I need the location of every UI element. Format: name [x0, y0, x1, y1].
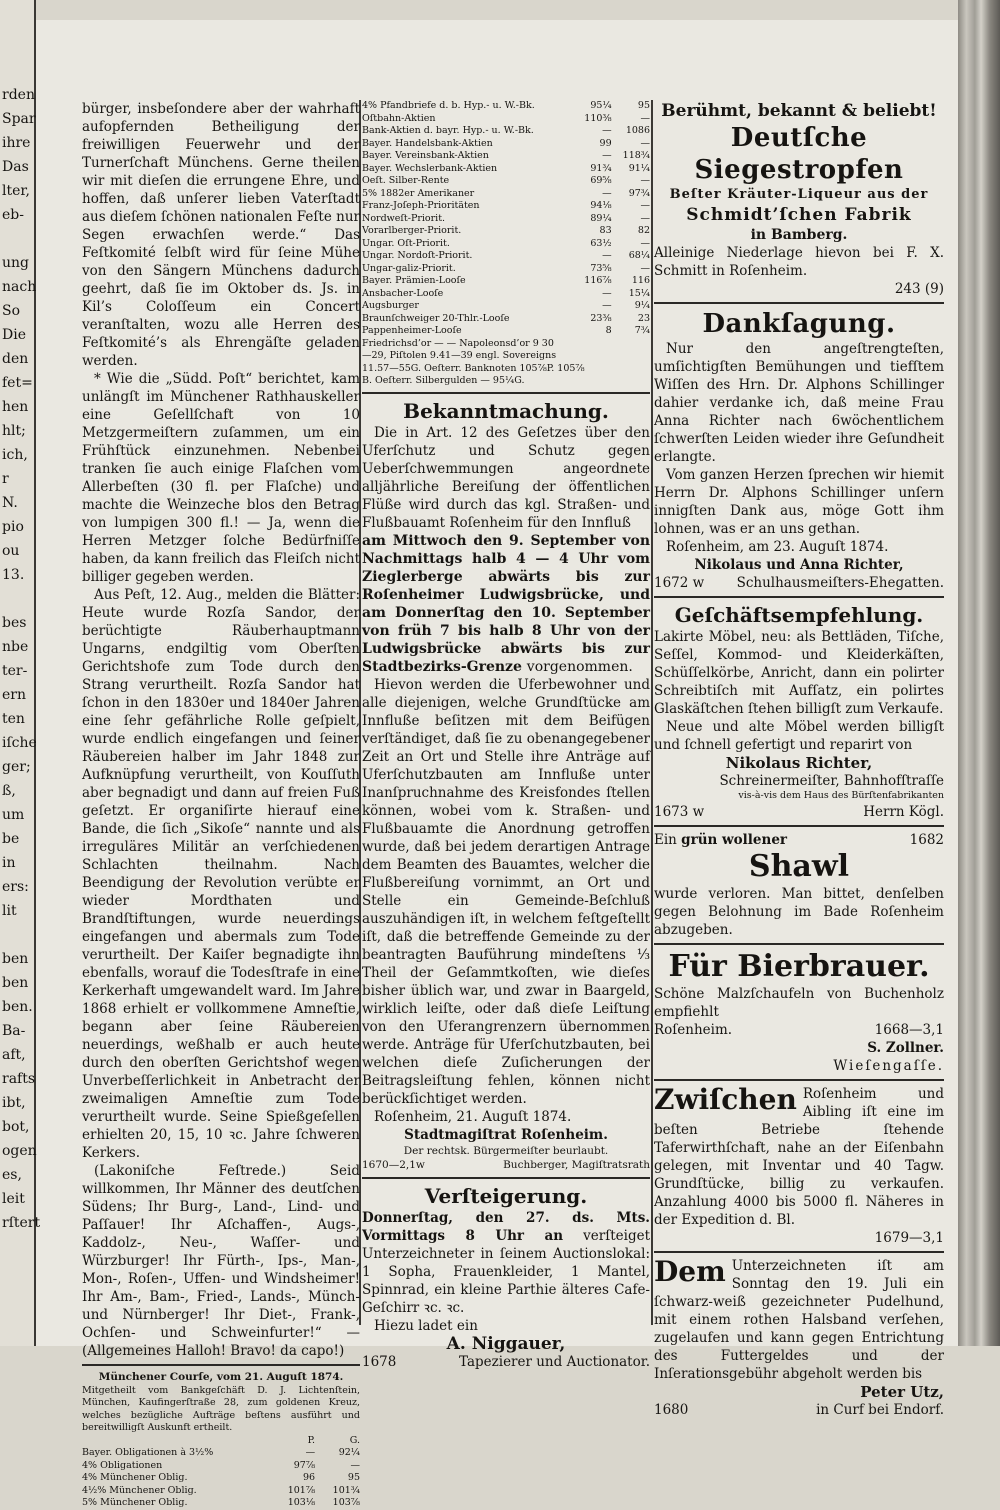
table-cell: Oſtbahn-Aktien — [362, 112, 436, 124]
table-row — [82, 1460, 360, 1473]
table-cell: — — [640, 200, 650, 211]
table-cell: — — [350, 1459, 360, 1471]
edge-fragment: bes — [2, 615, 27, 631]
table-row — [362, 200, 650, 213]
table-cell: 4% Obligationen — [82, 1459, 163, 1471]
ad-bierbrauer-title: Für Bierbrauer. — [668, 948, 930, 984]
table-cell: 15¼ — [628, 287, 650, 299]
edge-fragment: r — [2, 471, 9, 487]
notice-intro: Die in Art. 12 des Geſetzes über den Uferſchutz und Schutz gegen Ueberſchwemmungen angeordnete alljährliche Bereiſung der öffentlichen Flüße wird durch das kgl. Straßen- und Flußbauamt Roſenheim für den Innfluß — [362, 424, 650, 531]
ad-shawl-title: Shawl — [748, 848, 850, 884]
auction-invite: Hiezu ladet ein — [374, 1317, 478, 1334]
table-cell: 4½% Münchener Oblig. — [82, 1484, 197, 1496]
ad-bierbrauer-street: Wieſengaſſe. — [833, 1057, 944, 1074]
money-line: 11.57—55G. Oeſterr. Banknoten 105⅞P. 105⅞ — [362, 362, 585, 374]
table-cell: 83 — [599, 225, 612, 236]
previous-page-edge — [0, 0, 41, 1346]
course-header-row: P. G. — [307, 1434, 360, 1446]
ad-bierbrauer-name: S. Zollner. — [867, 1039, 944, 1056]
divider — [82, 1364, 360, 1366]
table-cell: 103⅞ — [332, 1497, 360, 1508]
ad-siegestropfen-sub3: in Bamberg. — [750, 227, 848, 243]
edge-fragment: ten — [2, 711, 25, 727]
notice-date: Roſenheim, 21. Auguſt 1874. — [374, 1108, 572, 1125]
table-row — [362, 113, 650, 126]
ad-dank-date: Roſenheim, am 23. Auguſt 1874. — [666, 539, 889, 555]
table-cell: Braunſchweiger 20-Thlr.-Looſe — [362, 312, 510, 324]
table-row — [362, 125, 650, 138]
edge-fragment: lit — [2, 903, 17, 919]
ad-siegestropfen-title: Deutſche Siegestropfen — [694, 123, 904, 185]
edge-fragment: aft, — [2, 1047, 26, 1063]
table-cell: 1086 — [625, 125, 650, 136]
table-cell: Ansbacher-Looſe — [362, 287, 444, 299]
ad-siegestropfen-text: Alleinige Niederlage hievon bei F. X. Schmitt in Roſenheim. — [654, 245, 944, 279]
table-cell: — — [305, 1447, 316, 1458]
table-cell: — — [602, 150, 612, 161]
ad-bierbrauer-row: Roſenheim. 1668—3,1 — [654, 1021, 944, 1038]
column-news — [82, 100, 360, 1508]
ad-siegestropfen-head: Berühmt, bekannt & beliebt! — [661, 101, 937, 121]
table-cell: Bayer. Handelsbank-Aktien — [362, 137, 493, 149]
auction-footer: 1678 Tapezierer und Auctionator. — [362, 1353, 650, 1370]
table-cell: 101¾ — [332, 1484, 360, 1496]
money-line: Friedrichsd’or — — Napoleonsd’or 9 30 — [362, 337, 554, 349]
table-row — [362, 238, 650, 251]
divider — [654, 943, 944, 945]
edge-fragment: nbe — [2, 639, 29, 655]
edge-fragment: lter, — [2, 183, 30, 199]
ad-geschaeft-job: Schreinermeiſter, Bahnhofſtraſſe — [719, 773, 944, 789]
table-cell: Nordweſt-Priorit. — [362, 212, 446, 224]
table-cell: Pappenheimer-Looſe — [362, 325, 462, 336]
table-cell: — — [602, 125, 612, 136]
table-cell: 97¾ — [628, 187, 650, 199]
table-cell: Ungar. Nordoſt-Priorit. — [362, 250, 473, 261]
edge-fragment: ogen — [2, 1143, 37, 1159]
edge-fragment: ung — [2, 255, 29, 271]
table-cell: 91¼ — [628, 162, 650, 174]
table-cell: 4% Pfandbriefe d. b. Hyp.- u. W.-Bk. — [362, 100, 535, 111]
notice-body: Hievon werden die Uferbewohner und alle diejenigen, welche Grundſtücke am Innfluße beſitzen mit dem Beifügen verſtändiget, daß ſie zu obenangegebener Zeit an Ort und Stelle ihre Anträge auf Uferſchutzbauten am Innfluße unter Inanſpruchnahme des Kreisfondes ſtellen können, wobei vom k. Straßen- und Flußbauamte die Anordnung getroffen wurde, daß bei jedem derartigen Antrage dem Beamten des Bauamtes, welcher die Flußbereiſung vornimmt, an Ort und Stelle ein Gemeinde-Beſchluß auszuhändigen iſt, in welchem feſtgeſtellt iſt, daß die betreffende Gemeinde zu der beantragten Bauführung mindeſtens ⅓ Theil der Geſammtkoſten, wie dieſes bisher üblich war, und zwar in Baargeld, wirklich leiſte, oder daß dieſe Leiſtung von den Uferangrenzern übernommen werde. Anträge für Uferſchutzbauten, bei welchen dieſe Zuſicherungen der Beitragsleiſtung fehlen, können nicht berückſichtiget werden. — [362, 676, 650, 1107]
table-cell: 96 — [302, 1472, 316, 1483]
table-cell: 91¾ — [590, 162, 612, 174]
edge-fragment: bot, — [2, 1119, 30, 1135]
column-divider — [651, 100, 653, 1325]
table-cell: — — [640, 137, 650, 149]
ad-pudel-name: Peter Utz, — [860, 1382, 944, 1401]
table-cell: 7¾ — [634, 325, 650, 336]
edge-fragment: ger; — [2, 759, 31, 775]
table-cell: Ungar-galiz-Priorit. — [362, 262, 456, 274]
table-row — [362, 213, 650, 226]
edge-fragment: in — [2, 855, 16, 871]
notice-footer: 1670—2,1w Buchberger, Magiſtratsrath — [362, 1159, 650, 1171]
edge-fragment: leit — [2, 1191, 25, 1207]
divider — [362, 392, 650, 394]
table-row — [362, 300, 650, 313]
edge-fragment: So — [2, 303, 21, 319]
edge-fragment: ern — [2, 687, 26, 703]
table-cell: Bayer. Vereinsbank-Aktien — [362, 150, 489, 161]
ad-zwischen-num: 1679—3,1 — [874, 1229, 944, 1246]
notice-title: Bekanntmachung. — [403, 398, 609, 423]
table-cell: — — [640, 212, 650, 224]
table-cell: 95¼ — [590, 100, 612, 111]
pest-article: Aus Peſt, 12. Aug., melden die Blätter: Heute wurde Rozſa Sandor, der berüchtigte Räuberhauptmann Ungarns, endgiltig vom Oberſten Gerichtshofe zum Tode durch den Strang verurtheilt. Rozſa Sandor hat ſchon in den 1830er und 1840er Jahren eine ſehr gefährliche Rolle geſpielt, wurde endlich eingefangen und ſeiner Räubereien halber im Jahr 1848 zur Aufknüpfung verurtheilt, von Kouſſuth aber begnadigt und dann auf freien Fuß geſetzt. Er organiſirte hierauf eine Bande, die ſich „Sikoſe“ nannte und als irreguläres Militär an verſchiedenen Schlachten theilnahm. Nach Beendigung der Revolution verübte er wieder Mordthaten und Brandſtiftungen, wurde neuerdings eingefangen und abermals zum Tode verurtheilt. Der Kaiſer begnadigte ihn ebenfalls, worauf die Todesſtrafe in eine Kerkerhaft umgewandelt ward. Im Jahre 1868 erhielt er vollkommene Amneſtie, begann aber ſeine Räubereien neuerdings, weßhalb er auch heute durch den oberſten Gerichtshof wegen Unverbeſſerlichkeit in Anbetracht der zweimaligen Amneſtie zum Tode verurtheilt wurde. Seine Spießgeſellen erhielten 20, 15, 10 ꝛc. Jahre ſchweren Kerkers. — [82, 587, 360, 1161]
edge-fragment: hen — [2, 399, 29, 415]
table-cell: 94⅛ — [590, 200, 612, 211]
divider — [654, 1079, 944, 1081]
festival-text: bürger, insbeſondere aber der wahrhaft aufopfernden Betheiligung der freiwilligen Feuerwehr und der Turnerſchaft Münchens. Gerne theilen wir mit dieſen die errungene Ehre, und hoffen, daß unſerer lieben Vaterſtadt aus dieſem ſchönen nationalen Feſte nur Segen erwachſen werde.“ Das Feſtkomité ſelbſt wird für ſeine Mühe von den Sängern Münchens dadurch geehrt, daß ſie im Oktober ds. Js. in Kil’s Coloſſeum ein Concert veranſtalten, wozu alle Herren des Feſtkomité’s als Ehrengäſte geladen werden. — [82, 101, 360, 369]
edge-fragment: ihre — [2, 135, 31, 151]
notice-dates: am Mittwoch den 9. September von Nachmittags halb 4 — 4 Uhr vom Zieglerberge abwärts bis zur Roſenheimer Ludwigsbrücke, und am Donnerſtag den 10. September von früh 7 bis halb 8 Uhr von der Ludwigsbrücke abwärts bis zur Stadtbezirks-Grenze vorgenommen. — [362, 532, 650, 675]
edge-fragment: ß, — [2, 783, 16, 799]
table-cell: — — [602, 300, 612, 311]
table-cell: 116⅞ — [584, 275, 612, 286]
ad-dank-text: Nur den angeſtrengteſten, umſichtigſten Bemühungen und tiefſtem Wiſſen des Hrn. Dr. Alphons Schillinger dahier verdanke ich, daß meine Frau Anna Richter nach 6wöchentlichem ſchwerſten Leiden wieder ihre Geſundheit erlangte. — [654, 341, 944, 465]
table-cell: 99 — [599, 137, 612, 149]
table-cell: Vorarlberger-Priorit. — [362, 225, 462, 236]
ad-zwischen-text: Zwiſchen Roſenheim und Aibling iſt eine im beſten Betriebe ſtehende Taferwirthſchaft, nahe an der Eiſenbahn gelegen, mit Inventar und 40 Tagw. Grundſtücke, billig zu verkaufen. Anzahlung 4000 bis 5000 fl. Näheres in der Expedition d. Bl. — [654, 1082, 944, 1228]
edge-fragment: ter- — [2, 663, 28, 679]
book-binding — [958, 0, 1000, 1346]
table-cell: 103⅛ — [287, 1497, 316, 1508]
edge-fragment: fet= — [2, 375, 33, 391]
table-cell: 8 — [605, 325, 612, 336]
table-cell: 82 — [637, 225, 650, 236]
table-cell: — — [640, 262, 650, 274]
table-cell: 68¼ — [628, 250, 650, 261]
table-cell: 95 — [637, 100, 650, 111]
edge-fragment: ibt, — [2, 1095, 26, 1111]
table-cell: 69⅝ — [590, 175, 612, 186]
table-cell: — — [602, 250, 612, 261]
money-line: B. Oeſterr. Silbergulden — 95¼G. — [362, 375, 525, 386]
table-row — [362, 263, 650, 276]
edge-fragment: nach — [2, 279, 37, 295]
edge-fragment: eb- — [2, 207, 24, 223]
table-cell: — — [640, 237, 650, 249]
table-row — [82, 1472, 360, 1485]
auction-name: A. Niggauer, — [446, 1333, 566, 1354]
ad-pudel-footer: 1680 in Curf bei Endorf. — [654, 1401, 944, 1418]
edge-fragment: Dаѕ — [2, 159, 29, 175]
auction-text: Donnerſtag, den 27. ds. Mts. Vormittags 8 Uhr an verſteiget Unterzeichneter in ſeinem Auctionslokal: 1 Sopha, Frauenkleider, 1 Mantel, Spinnrad, ein kleine Parthie älteres Cafe-Geſchirr ꝛc. ꝛc. — [362, 1209, 650, 1316]
table-row — [362, 313, 650, 326]
ad-siegestropfen-sub2: Schmidt’ſchen Fabrik — [686, 205, 912, 225]
stock-table — [362, 100, 650, 338]
table-cell: 95 — [347, 1472, 360, 1483]
table-cell: Bank-Aktien d. bayr. Hyp.- u. W.-Bk. — [362, 125, 534, 136]
table-row — [362, 325, 650, 338]
edge-fragment: es, — [2, 1167, 22, 1183]
ad-siegestropfen-num: 243 (9) — [894, 281, 944, 297]
edge-fragment: ben. — [2, 999, 33, 1015]
table-cell: 4% Münchener Oblig. — [82, 1472, 188, 1483]
ad-dank-footer: 1672 w Schulhausmeiſters-Ehegatten. — [654, 575, 944, 591]
table-cell: 9¼ — [634, 300, 650, 311]
money-line: —29, Piſtolen 9.41—39 engl. Sovereigns — [362, 350, 557, 361]
ad-dank-title: Dankſagung. — [702, 309, 896, 339]
column-markets — [362, 100, 650, 1370]
divider — [654, 825, 944, 827]
column-ads — [654, 100, 944, 1418]
edge-fragment: iſche — [2, 735, 37, 751]
table-row — [362, 288, 650, 301]
edge-fragment: be — [2, 831, 20, 847]
table-row — [82, 1497, 360, 1510]
festrede-article: (Lakoniſche Feſtrede.) Seid willkommen, Ihr Männer des deutſchen Südens; Ihr Burg-, Land-, Lind- und Paſſauer! Ihr Aſchaffen-, Augs-, Kaddolz-, Neu-, Waſſer- und Würzburger! Ihr Fürth-, Ips-, Man-, Mon-, Roſen-, Uffen- und Windsheimer! Ihr Am-, Bam-, Fried-, Lands-, Münch- und Nürnberger! Ihr Diet-, Frank-, Ochſen- und Schweinfurter!“ — (Allgemeines Halloh! Bravo! da capo!) — [82, 1163, 360, 1359]
edge-fragment: rſtert — [2, 1215, 41, 1231]
butchers-article: * Wie die „Südd. Poſt“ berichtet, kam unlängſt im Münchener Rathhauskeller eine Geſellſchaft von 10 Metzgermeiſtern zuſammen, um ein Frühſtück einzunehmen. Nebenbei tranken ſie auch einige Flaſchen vom Allerbeſten (30 fl. per Flaſche) und machte die Weinzeche blos den Betrag von lumpigen 300 fl.! — Ja, wenn die Herren Metzger ſolche Bedürfniſſe haben, da kann freilich das Fleiſch nicht billiger gegeben werden. — [82, 371, 360, 585]
table-cell: — — [602, 187, 612, 199]
notice-signature: Stadtmagiſtrat Roſenheim. — [404, 1126, 608, 1143]
ad-dank-signature: Nikolaus und Anna Richter, — [694, 557, 904, 573]
table-cell: 73⅝ — [590, 262, 612, 274]
ad-geschaeft-text: Lakirte Möbel, neu: als Bettläden, Tiſche, Seſſel, Kommod- und Kleiderkäſten, Schüſſelkörbe, Anricht, dann ein polirter Schreibtiſch mit Aufſatz, ein polirtes Glaskäſtchen ſtehen billigſt zum Verkaufe. — [654, 629, 944, 717]
table-row — [362, 188, 650, 201]
edge-fragment: ers: — [2, 879, 29, 895]
ad-shawl-head: Ein grün wollener 1682 — [654, 831, 944, 848]
table-row — [362, 175, 650, 188]
table-cell: — — [602, 287, 612, 299]
table-cell: 110⅜ — [584, 112, 612, 124]
table-cell: Oeſt. Silber-Rente — [362, 175, 450, 186]
edge-fragment: Ba- — [2, 1023, 26, 1039]
ad-geschaeft-name: Nikolaus Richter, — [725, 754, 873, 772]
table-cell: — — [640, 112, 650, 124]
edge-fragment: pio — [2, 519, 24, 535]
edge-fragment: ou — [2, 543, 20, 559]
edge-fragment: rden — [2, 87, 35, 103]
edge-fragment: N. — [2, 495, 18, 511]
table-cell: 118¾ — [622, 150, 650, 161]
ad-pudel-text: Dem Unterzeichneten iſt am Sonntag den 19. Juli ein ſchwarz-weiß gezeichneter Pudelhund, mit einem rothen Halsband verſehen, zugelaufen und kann gegen Entrichtung des Futtergeldes und der Inſerationsgebühr abgeholt werden bis — [654, 1254, 944, 1382]
edge-fragment: 13. — [2, 567, 25, 583]
ad-geschaeft-title: Geſchäftsempfehlung. — [674, 603, 924, 627]
notice-mayor: Der rechtsk. Bürgermeiſter beurlaubt. — [403, 1144, 609, 1157]
ad-shawl-text: wurde verloren. Man bittet, denſelben gegen Belohnung im Bade Roſenheim abzugeben. — [654, 885, 944, 938]
edge-fragment: Die — [2, 327, 26, 343]
course-title: Münchener Courſe, vom 21. Auguſt 1874. — [98, 1371, 344, 1383]
table-row — [82, 1447, 360, 1460]
ad-bierbrauer-text: Schöne Malzſchaufeln von Buchenholz empfiehlt — [654, 985, 944, 1020]
ad-dank-text2: Vom ganzen Herzen ſprechen wir hiemit Herrn Dr. Alphons Schillinger unſern innigſten Dank aus, möge Gott ihm lohnen, was er an uns gethan. — [654, 467, 944, 537]
edge-fragment: den — [2, 351, 29, 367]
edge-fragment: hlt; — [2, 423, 26, 439]
ad-geschaeft-addr: vis-à-vis dem Haus des Bürſtenfabrikanten — [738, 790, 944, 801]
table-row — [362, 163, 650, 176]
table-cell: 5% Münchener Oblig. — [82, 1497, 188, 1508]
ad-geschaeft-text2: Neue und alte Möbel werden billigſt und ſchnell gefertigt und reparirt von — [654, 719, 944, 753]
divider — [654, 596, 944, 598]
edge-fragment: ich, — [2, 447, 28, 463]
divider — [654, 1251, 944, 1253]
auction-title: Verſteigerung. — [424, 1183, 588, 1208]
edge-fragment: um — [2, 807, 25, 823]
table-row — [362, 275, 650, 288]
table-cell: 63½ — [590, 237, 612, 249]
table-cell: Augsburger — [362, 300, 419, 311]
edge-fragment: ben — [2, 951, 29, 967]
table-cell: 97⅞ — [293, 1459, 316, 1471]
table-cell: Bayer. Prämien-Looſe — [362, 275, 466, 286]
table-cell: Ungar. Oſt-Priorit. — [362, 237, 450, 249]
table-row — [362, 250, 650, 263]
table-cell: 5% 1882er Amerikaner — [362, 187, 475, 199]
table-cell: 116 — [631, 275, 650, 286]
table-cell: — — [640, 175, 650, 186]
table-row — [362, 225, 650, 238]
edge-fragment: Spar — [2, 111, 36, 127]
table-row — [362, 150, 650, 163]
table-cell: Bayer. Obligationen à 3½% — [82, 1447, 214, 1458]
divider — [362, 1177, 650, 1179]
table-cell: 89¼ — [590, 212, 612, 224]
course-subtitle: Mitgetheilt vom Bankgeſchäft D. J. Lichtenſtein, München, Kaufingerſtraße 28, zum goldenen Kreuz, welches bezügliche Aufträge beſtens ausführt und bereitwilligſt Auskunft ertheilt. — [82, 1384, 360, 1433]
table-row — [362, 100, 650, 113]
table-cell: Franz-Joſeph-Prioritäten — [362, 200, 480, 211]
table-row — [82, 1485, 360, 1498]
table-cell: 23⅜ — [590, 312, 612, 324]
table-row — [362, 138, 650, 151]
edge-fragment: ben — [2, 975, 29, 991]
table-cell: 101⅞ — [287, 1484, 316, 1496]
divider — [654, 302, 944, 304]
ad-siegestropfen-sub: Beſter Kräuter-Liqueur aus der — [669, 187, 929, 202]
table-cell: 92¼ — [338, 1447, 360, 1458]
course-table — [82, 1435, 360, 1510]
ad-geschaeft-footer: 1673 w Herrn Kögl. — [654, 803, 944, 820]
table-cell: 23 — [637, 312, 650, 324]
edge-fragment: rafts — [2, 1071, 36, 1087]
table-cell: Bayer. Wechslerbank-Aktien — [362, 162, 498, 174]
